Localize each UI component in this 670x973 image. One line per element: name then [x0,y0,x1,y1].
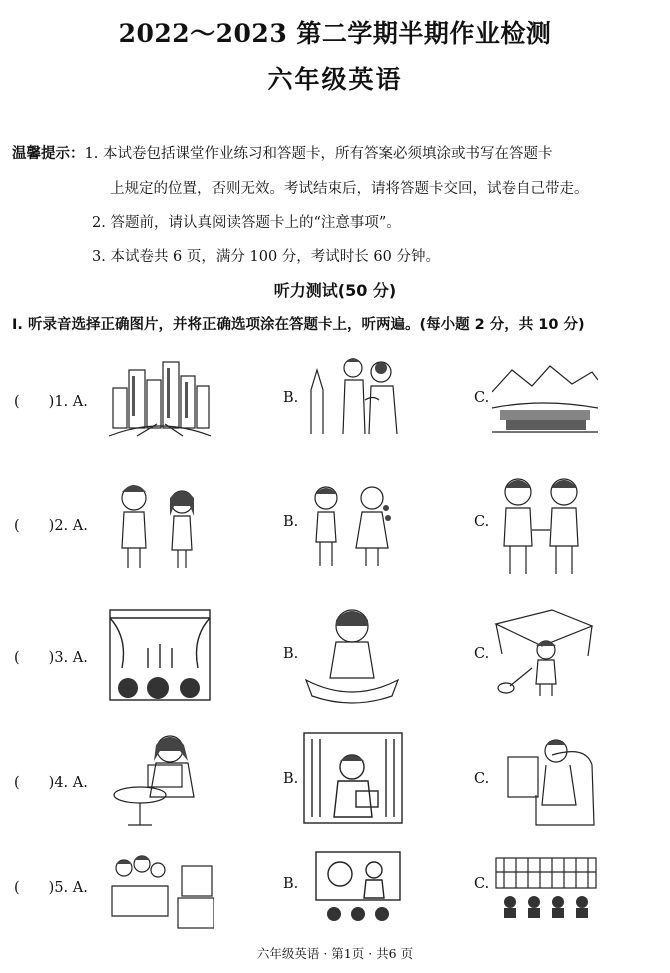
family-watching-tv-picture [108,846,214,932]
family-travel-picture [305,350,405,440]
countryside-picture [492,362,598,434]
page-footer: 六年级英语 · 第1页 · 共6 页 [256,946,414,961]
tips-label: 温馨提示： [12,146,85,162]
option-c-label: C. [474,514,490,530]
man-reading-newspaper-picture [496,725,596,829]
question-number: ( )5. A. [14,880,88,896]
option-c-label: C. [474,390,490,406]
library-students-picture [494,856,598,920]
option-c-label: C. [474,771,490,787]
tips-line-3: 3. 本试卷共 6 页，满分 100 分，考试时长 60 分钟。 [92,249,440,265]
section-title: 听力测试(50 分) [273,281,397,300]
tips-line-1 [12,142,552,163]
city-buildings-picture [107,358,213,438]
boy-library-picture [302,731,404,825]
option-b-label: B. [283,646,299,662]
girl-reading-picture [110,727,210,827]
boy-vacuuming-picture [492,604,596,700]
class-screen-picture [314,850,402,922]
puppet-show-picture [108,608,212,702]
exam-title: 2022～2023 第二学期半期作业检测 [118,19,552,48]
question-number: ( )3. A. [14,650,88,666]
option-c-label: C. [474,646,490,662]
tips-line-2: 2. 答题前，请认真阅读答题卡上的“注意事项”。 [92,215,401,231]
tips-text-1: 1. 本试卷包括课堂作业练习和答题卡，所有答案必须填涂或书写在答题卡 [84,146,553,162]
option-c-label: C. [474,876,490,892]
option-b-label: B. [283,876,299,892]
question-number: ( )1. A. [14,394,88,410]
question-number: ( )4. A. [14,775,88,791]
boy-girl-talking-picture [302,478,402,572]
exam-subtitle: 六年级英语 [267,65,403,94]
boy-washing-picture [300,600,404,704]
boy-and-girl-picture [108,476,208,572]
question-number: ( )2. A. [14,518,88,534]
tips-line-1b: 上规定的位置，否则无效。考试结束后，请将答题卡交回，试卷自己带走。 [110,181,589,197]
part1-heading: I. 听录音选择正确图片，并将正确选项涂在答题卡上，听两遍。(每小题 2 分，共 10 分) [12,317,585,333]
two-boys-picture [494,470,588,578]
option-b-label: B. [283,771,299,787]
option-b-label: B. [283,390,299,406]
option-b-label: B. [283,514,299,530]
